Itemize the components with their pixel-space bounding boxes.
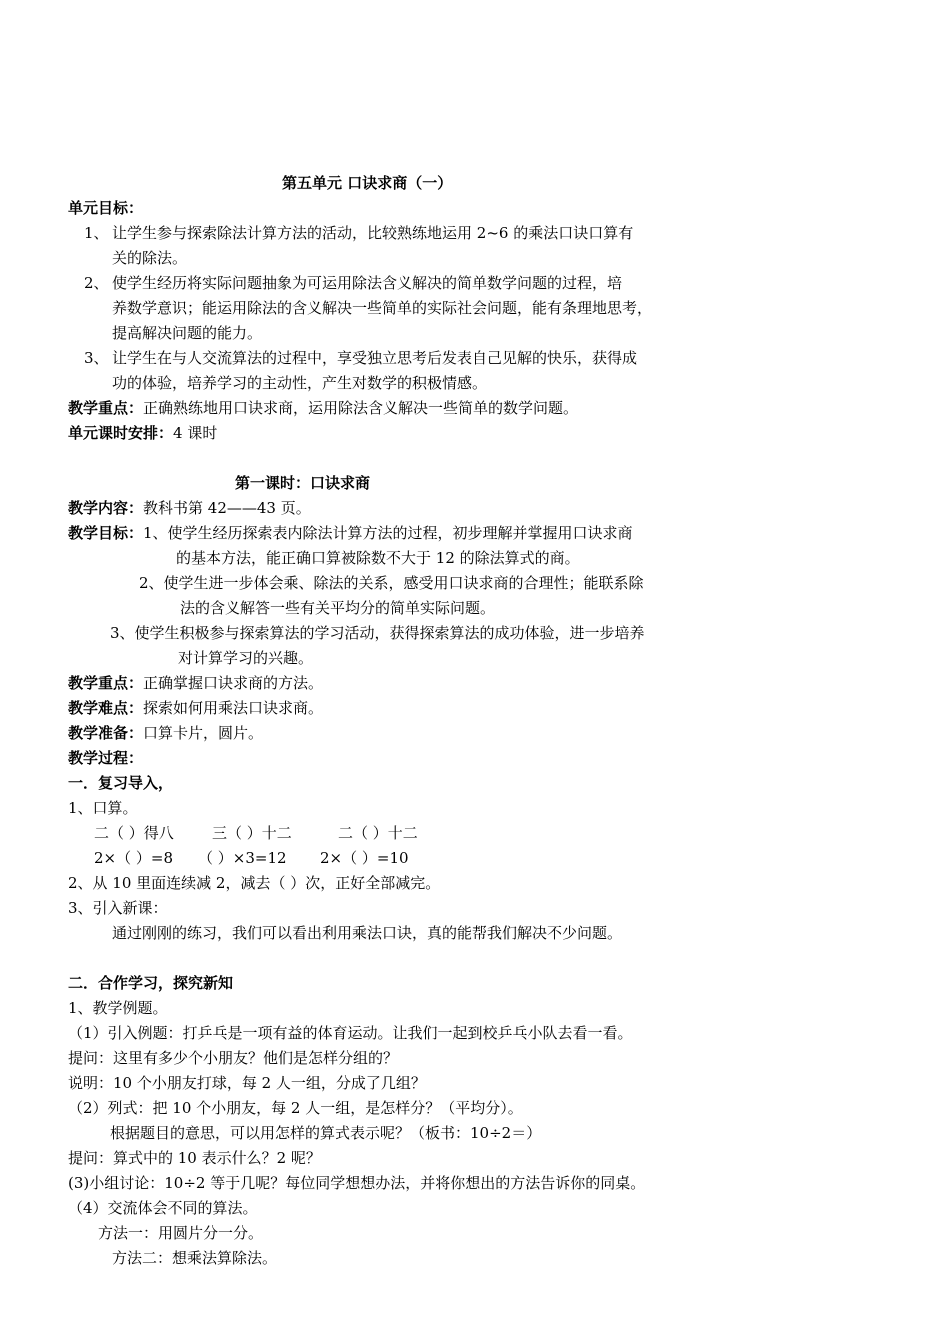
unit-key-label: 教学重点： [68,399,144,417]
teaching-goal-3-line2: 对计算学习的兴趣。 [178,649,314,667]
part1-line4: 通过刚刚的练习，我们可以看出利用乘法口诀，真的能帮我们解决不少问题。 [112,924,623,942]
part1-line1: 1、口算。 [68,799,138,817]
part1-line3: 3、引入新课： [68,899,168,917]
teaching-goals-label: 教学目标： [68,524,144,542]
unit-goal-1-num: 1、 [84,224,109,242]
lesson-prep [68,723,263,743]
teaching-goal-2-line2: 法的含义解答一些有关平均分的简单实际问题。 [180,599,496,617]
part1-heading: 一．复习导入， [68,774,174,792]
teaching-goal-2-line1: 2、使学生进一步体会乘、除法的关系，感受用口诀求商的合理性；能联系除 [139,574,644,592]
oral-calc-1-3: 二（ ）十二 [338,824,418,842]
oral-calc-1-2: 三（ ）十二 [212,824,292,842]
part2-line5: （2）列式：把 10 个小朋友，每 2 人一组，是怎样分？（平均分）。 [68,1099,523,1117]
teaching-goals [68,523,633,543]
part2-line4: 说明：10 个小朋友打球，每 2 人一组，分成了几组？ [68,1074,426,1092]
unit-goal-2-line3: 提高解决问题的能力。 [112,324,263,342]
unit-goal-3-line1: 让学生在与人交流算法的过程中，享受独立思考后发表自己见解的快乐，获得成 [112,349,638,367]
lesson-difficulty [68,698,323,718]
unit-schedule-label: 单元课时安排： [68,424,174,442]
unit-key-text: 正确熟练地用口诀求商，运用除法含义解决一些简单的数学问题。 [143,399,579,417]
oral-calc-2-3: 2×（ ）=10 [320,849,409,867]
lesson-difficulty-label: 教学难点： [68,699,144,717]
part2-line8: (3)小组讨论：10÷2 等于几呢？每位同学想想办法，并将你想出的方法告诉你的同桌。 [68,1174,646,1192]
unit-title: 第五单元 口诀求商（一） [282,174,453,192]
part2-line10: 方法一：用圆片分一分。 [98,1224,264,1242]
part2-line3: 提问：这里有多少个小朋友？他们是怎样分组的？ [68,1049,399,1067]
part2-line7: 提问：算式中的 10 表示什么？2 呢？ [68,1149,321,1167]
part2-line1: 1、教学例题。 [68,999,168,1017]
process-heading: 教学过程： [68,749,144,767]
part1-line2: 2、从 10 里面连续减 2，减去（ ）次，正好全部减完。 [68,874,441,892]
unit-goal-2-line2: 养数学意识；能运用除法的含义解决一些简单的实际社会问题，能有条理地思考， [112,299,653,317]
teaching-goal-1-line2: 的基本方法，能正确口算被除数不大于 12 的除法算式的商。 [176,549,580,567]
unit-schedule-text: 4 课时 [173,424,218,442]
lesson-difficulty-text: 探索如何用乘法口诀求商。 [143,699,324,717]
oral-calc-2-1: 2×（ ）=8 [94,849,173,867]
unit-goal-1-line2: 关的除法。 [112,249,188,267]
oral-calc-2-2: （ ）×3=12 [198,849,287,867]
teaching-goal-3-line1: 3、使学生积极参与探索算法的学习活动，获得探索算法的成功体验，进一步培养 [110,624,645,642]
part2-line11: 方法二：想乘法算除法。 [112,1249,278,1267]
lesson-key-point [68,673,323,693]
unit-goal-2-num: 2、 [84,274,109,292]
part2-line2: （1）引入例题：打乒乓是一项有益的体育运动。让我们一起到校乒乓小队去看一看。 [68,1024,633,1042]
lesson-key-label: 教学重点： [68,674,144,692]
unit-goal-3-line2: 功的体验，培养学习的主动性，产生对数学的积极情感。 [112,374,488,392]
lesson-key-text: 正确掌握口诀求商的方法。 [143,674,324,692]
lesson-title: 第一课时：口诀求商 [235,474,371,492]
teaching-goal-1-line1: 1、使学生经历探索表内除法计算方法的过程，初步理解并掌握用口诀求商 [143,524,633,542]
unit-key-point [68,398,578,418]
oral-calc-1-1: 二（ ）得八 [94,824,174,842]
part2-heading: 二．合作学习，探究新知 [68,974,234,992]
teaching-content-text: 教科书第 42——43 页。 [143,499,311,517]
unit-goal-3-num: 3、 [84,349,109,367]
unit-schedule [68,423,217,443]
unit-goals-heading: 单元目标： [68,199,144,217]
teaching-content-label: 教学内容： [68,499,144,517]
lesson-prep-label: 教学准备： [68,724,144,742]
unit-goal-2-line1: 使学生经历将实际问题抽象为可运用除法含义解决的简单数学问题的过程，培 [112,274,623,292]
part2-line9: （4）交流体会不同的算法。 [68,1199,258,1217]
teaching-content [68,498,311,518]
unit-goal-1-line1: 让学生参与探索除法计算方法的活动，比较熟练地运用 2~6 的乘法口诀口算有 [112,224,634,242]
part2-line6: 根据题目的意思，可以用怎样的算式表示呢？（板书：10÷2＝） [110,1124,542,1142]
lesson-prep-text: 口算卡片，圆片。 [143,724,264,742]
